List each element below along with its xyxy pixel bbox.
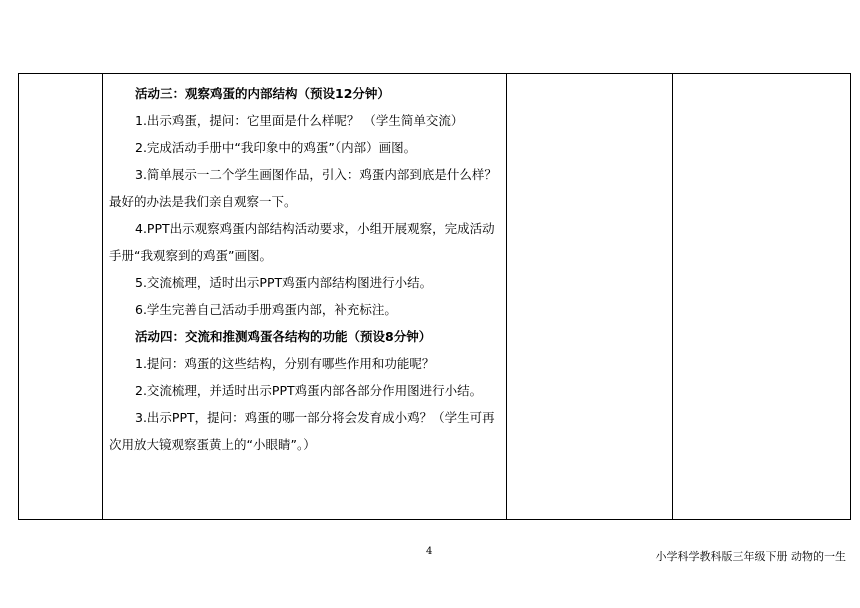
empty-cell-left	[19, 74, 103, 520]
activity-content	[103, 74, 506, 458]
activity-three-heading: 活动三：观察鸡蛋的内部结构（预设12分钟）	[135, 86, 390, 101]
footer-title: 小学科学教科版三年级下册 动物的一生	[655, 550, 846, 563]
activity-three-step-1: 1.出示鸡蛋，提问：它里面是什么样呢？ （学生简单交流）	[135, 113, 464, 128]
activity-content-cell	[103, 74, 507, 520]
empty-cell-right	[673, 74, 851, 520]
activity-three-step-4: 4.PPT出示观察鸡蛋内部结构活动要求，小组开展观察，完成活动手册“我观察到的鸡蛋”画图。	[109, 221, 495, 263]
activity-three-step-5: 5.交流梳理，适时出示PPT鸡蛋内部结构图进行小结。	[135, 275, 433, 290]
table-row	[19, 74, 851, 520]
activity-four-step-1: 1.提问：鸡蛋的这些结构，分别有哪些作用和功能呢？	[135, 356, 435, 371]
lesson-plan-table	[18, 73, 851, 520]
activity-four-heading: 活动四：交流和推测鸡蛋各结构的功能（预设8分钟）	[135, 329, 432, 344]
activity-four-step-3: 3.出示PPT，提问：鸡蛋的哪一部分将会发育成小鸡？（学生可再次用放大镜观察蛋黄上的“小眼睛”。）	[109, 410, 495, 452]
activity-four-step-2: 2.交流梳理，并适时出示PPT鸡蛋内部各部分作用图进行小结。	[135, 383, 483, 398]
activity-three-step-6: 6.学生完善自己活动手册鸡蛋内部，补充标注。	[135, 302, 397, 317]
activity-three-step-3: 3.简单展示一二个学生画图作品，引入：鸡蛋内部到底是什么样？最好的办法是我们亲自观察一下。	[109, 167, 497, 209]
page-number: 4	[426, 546, 433, 557]
empty-cell-middle	[507, 74, 673, 520]
activity-three-step-2: 2.完成活动手册中“我印象中的鸡蛋”（内部）画图。	[135, 140, 417, 155]
